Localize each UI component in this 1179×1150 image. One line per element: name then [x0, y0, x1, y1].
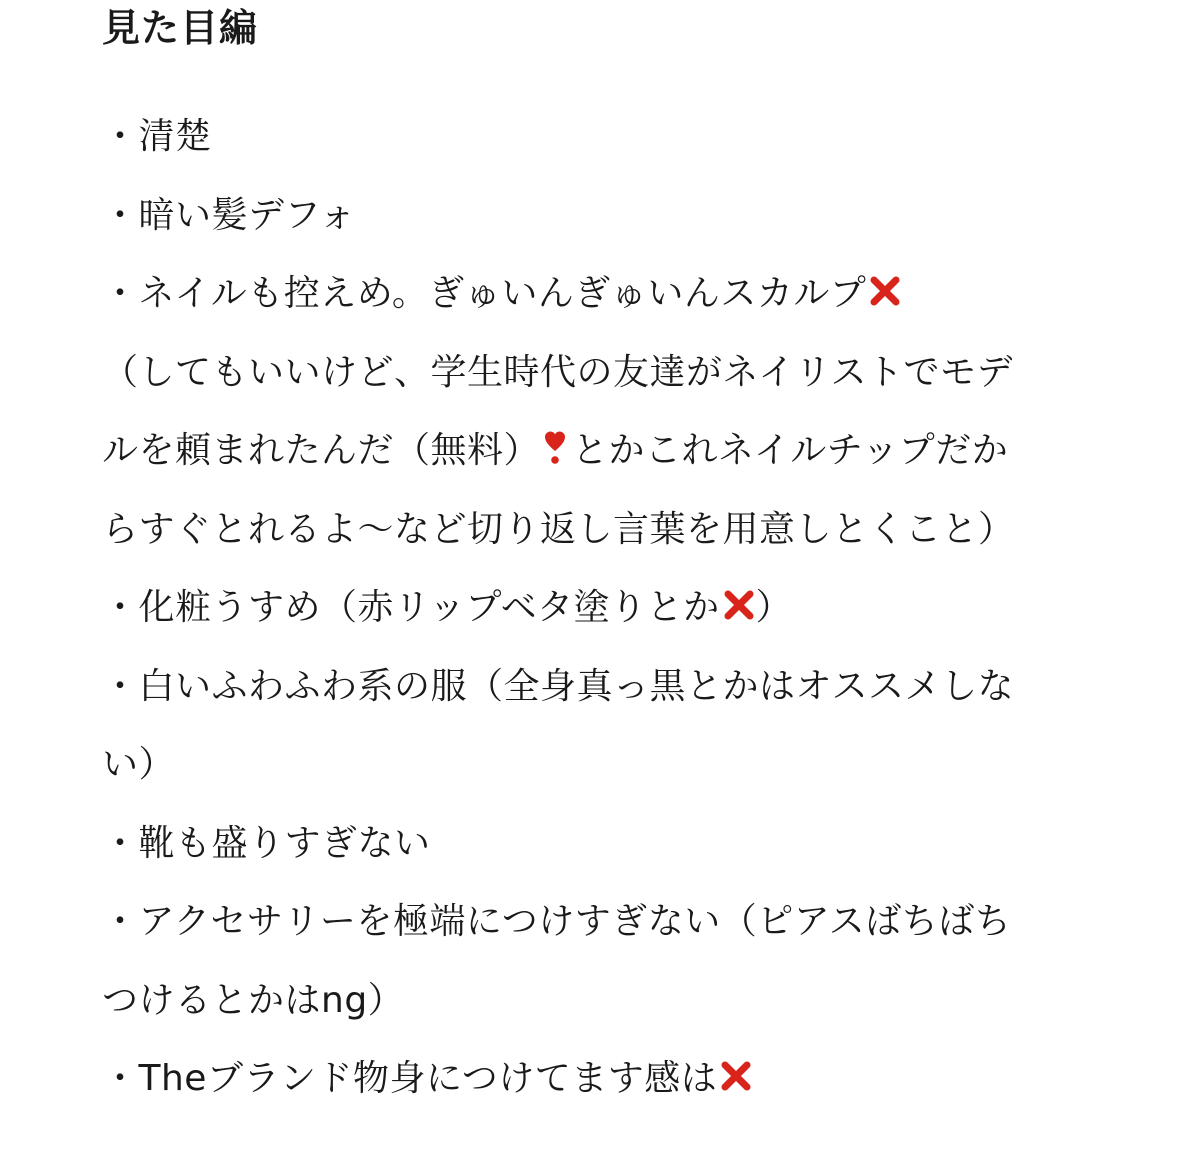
- cross-mark-icon: [868, 269, 902, 303]
- heart-exclamation-icon: [544, 426, 566, 460]
- cross-mark-icon: [722, 583, 756, 617]
- list-item-clothes-cont: い）: [102, 744, 176, 785]
- section-heading: 見た目編: [102, 6, 259, 50]
- article-body: [102, 0, 1092, 1130]
- list-item-dark-hair: ・暗い髪デフォ: [102, 194, 356, 236]
- list-item-brand: ・Theブランド物身につけてます感は: [102, 1051, 1092, 1130]
- list-item-neat: ・清楚: [102, 116, 212, 157]
- list-item-accessories-cont: つけるとかはng）: [102, 979, 405, 1021]
- list-item-makeup: ・化粧うすめ（赤リップベタ塗りとか ）: [102, 580, 1092, 659]
- list-item-note-line-1: （してもいいけど、学生時代の友達がネイリストでモデ: [102, 351, 1014, 393]
- list-item-note-line-3: らすぐとれるよ〜など切り返し言葉を用意しとくこと）: [102, 508, 1015, 550]
- list-item-accessories: ・アクセサリーを極端につけすぎない（ピアスばちばち: [102, 901, 1012, 942]
- list-item-shoes: ・靴も盛りすぎない: [102, 822, 431, 864]
- list-item-clothes: ・白いふわふわ系の服（全身真っ黒とかはオススメしな: [102, 665, 1015, 707]
- list-item-nails: ・ネイルも控えめ。ぎゅいんぎゅいんスカルプ: [102, 266, 1092, 345]
- cross-mark-icon: [719, 1054, 753, 1088]
- list-item-note-line-2: ルを頼まれたんだ（無料） とかこれネイルチップだか: [102, 423, 1092, 502]
- appearance-tips-list: [102, 109, 1092, 1130]
